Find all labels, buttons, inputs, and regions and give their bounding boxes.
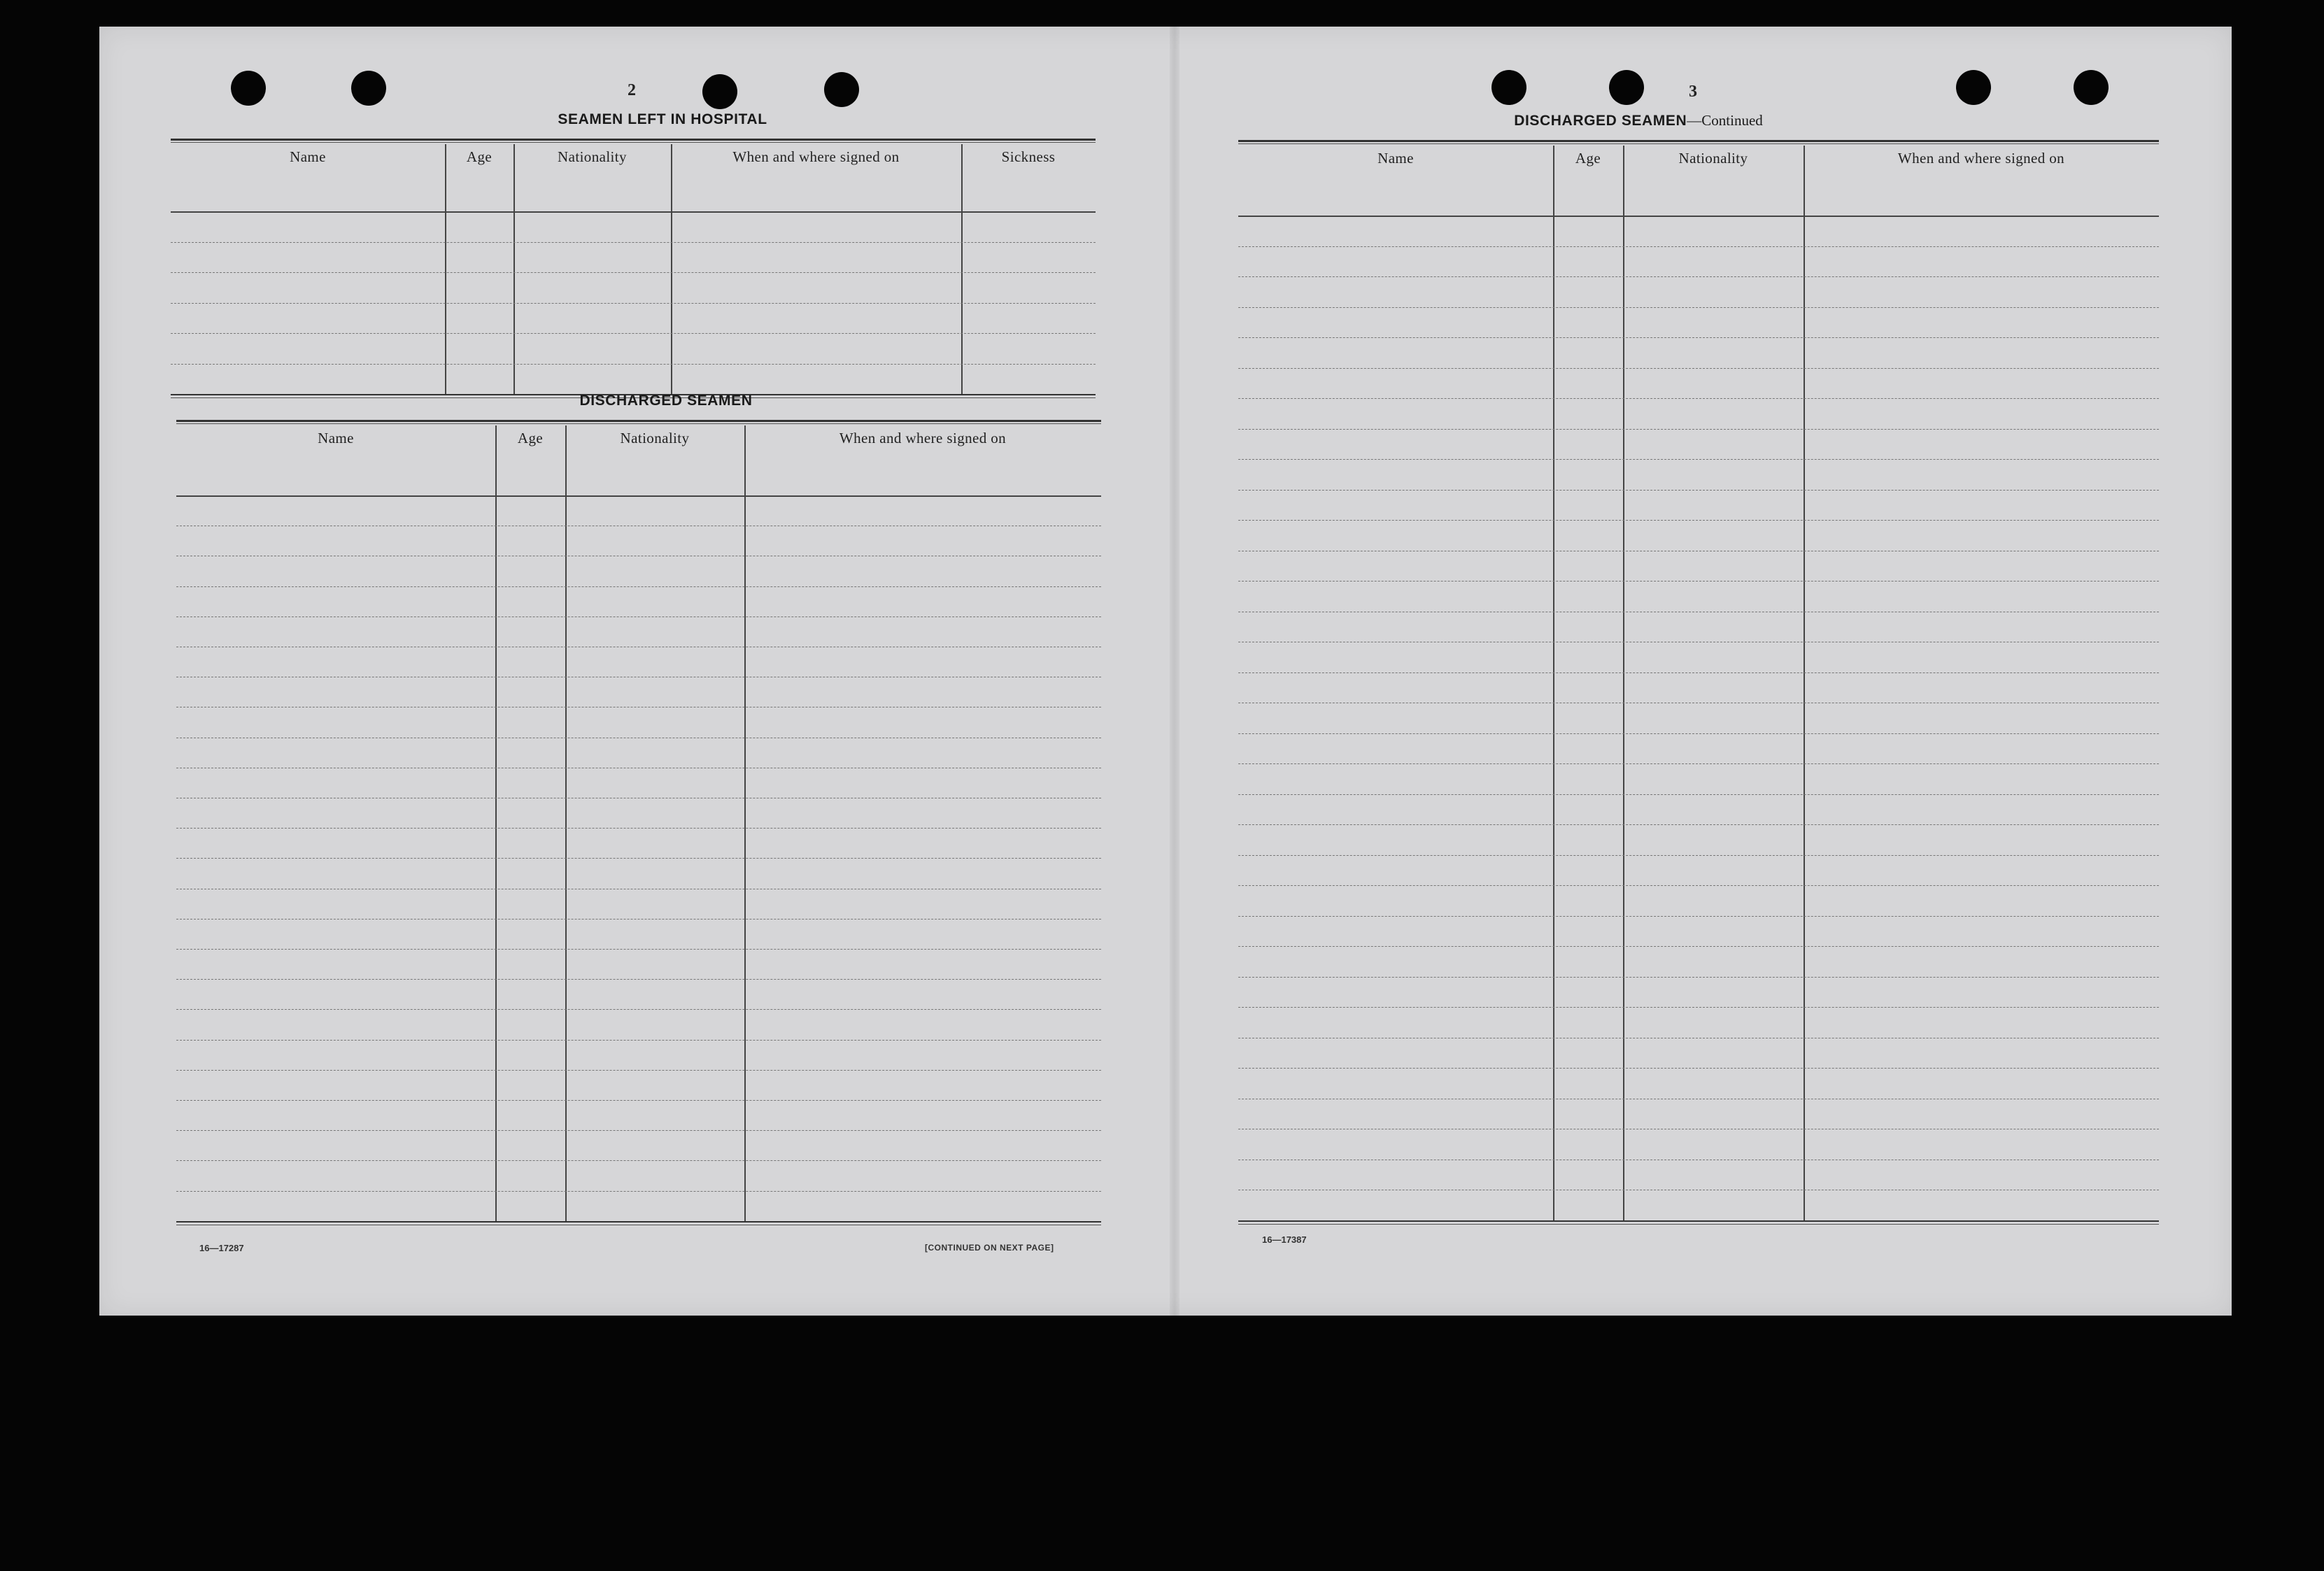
table-row [1238,946,2159,947]
column-header-age: Age [466,148,493,165]
table-row [176,858,1101,859]
column-header-sickness: Sickness [1001,148,1056,165]
column-header-age: Age [1575,150,1601,167]
left-form-number: 16—17287 [199,1243,244,1253]
table-bottom-rule [176,1221,1101,1223]
punch-hole [1609,70,1644,105]
column-divider [565,425,567,1221]
table-row [1238,855,2159,856]
table-row [1238,307,2159,308]
discharged-table [176,420,1101,1239]
table-row [1238,246,2159,247]
table-row [176,1130,1101,1131]
table-row [176,1160,1101,1161]
punch-hole [231,71,266,106]
table-row [1238,490,2159,491]
table-row [176,949,1101,950]
table-row [1238,520,2159,521]
column-header-name: Name [318,430,354,446]
table-row [1238,337,2159,338]
table-row [1238,276,2159,277]
table-row [1238,885,2159,886]
header-rule [171,211,1096,213]
table-row [176,828,1101,829]
column-divider [671,144,672,394]
column-header-when-and-where-signed-on: When and where signed on [732,148,900,165]
table-row [1238,672,2159,673]
left-page-number: 2 [628,81,636,99]
hospital-table-title: SEAMEN LEFT IN HOSPITAL [558,111,767,127]
table-row [176,1100,1101,1101]
table-row [1238,763,2159,764]
column-header-name: Name [1377,150,1414,167]
right-form-number: 16—17387 [1262,1234,1307,1245]
table-row [171,364,1096,365]
column-header-when-and-where-signed-on: When and where signed on [839,430,1007,446]
column-header-nationality: Nationality [1678,150,1748,167]
punch-hole [1492,70,1526,105]
punch-hole [824,72,859,107]
table-row [176,586,1101,587]
column-header-age: Age [517,430,544,446]
table-row [176,979,1101,980]
continued-on-next-page-note: [CONTINUED ON NEXT PAGE] [925,1243,1054,1253]
column-header-name: Name [290,148,326,165]
punch-hole [2074,70,2109,105]
column-header-nationality: Nationality [558,148,627,165]
discharged-continued-table [1238,140,2159,1228]
table-row [176,919,1101,920]
hospital-table [171,139,1096,401]
table-top-rule [1238,140,2159,144]
discharged-continued-title-main: DISCHARGED SEAMEN [1514,113,1687,129]
header-rule [1238,216,2159,217]
table-row [1238,581,2159,582]
punch-hole [1956,70,1991,105]
table-row [1238,368,2159,369]
table-row [176,1191,1101,1192]
continued-suffix: —Continued [1687,112,1763,129]
table-row [1238,429,2159,430]
column-header-when-and-where-signed-on: When and where signed on [1897,150,2065,167]
table-row [176,1070,1101,1071]
header-rule [176,495,1101,497]
table-row [1238,824,2159,825]
column-divider [513,144,515,394]
table-row [171,303,1096,304]
table-row [1238,1007,2159,1008]
punch-hole [702,74,737,109]
table-row [171,333,1096,334]
discharged-continued-title [1450,112,1827,129]
table-row [1238,977,2159,978]
discharged-table-title: DISCHARGED SEAMEN [579,393,753,409]
column-divider [961,144,963,394]
table-bottom-rule [1238,1220,2159,1222]
table-row [1238,733,2159,734]
column-header-nationality: Nationality [620,430,690,446]
document-sheet [99,27,2232,1316]
right-page-number: 3 [1689,83,1697,101]
table-row [1238,916,2159,917]
table-row [1238,1068,2159,1069]
table-row [171,242,1096,243]
table-row [171,272,1096,273]
column-divider [744,425,746,1221]
table-row [1238,794,2159,795]
table-bottom-rule [1238,1224,2159,1225]
column-divider [495,425,497,1221]
table-row [1238,459,2159,460]
table-row [176,1040,1101,1041]
table-top-rule [176,420,1101,424]
table-top-rule [171,139,1096,143]
column-divider [445,144,446,394]
table-row [1238,398,2159,399]
page-fold [1170,27,1179,1316]
table-row [176,1009,1101,1010]
punch-hole [351,71,386,106]
